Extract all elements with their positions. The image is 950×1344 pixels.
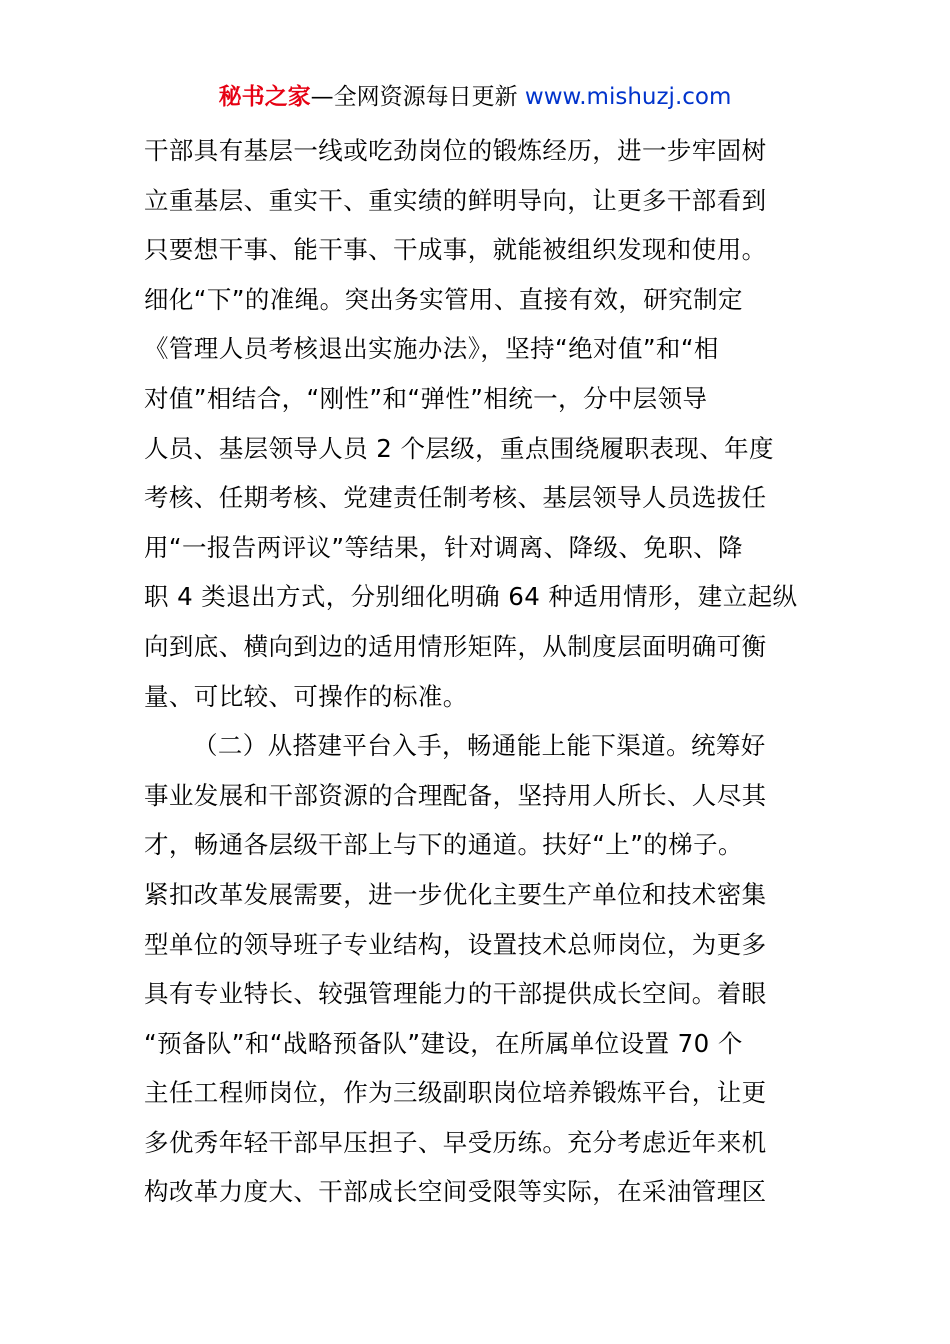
text-line: “预备队”和“战略预备队”建设，在所属单位设置 70 个 [144,1028,743,1058]
document-body [144,126,808,1217]
text-line: 多优秀年轻干部早压担子、早受历练。充分考虑近年来机 [144,1127,767,1157]
brand-name: 秘书之家 [218,84,311,110]
text-line: 事业发展和干部资源的合理配备，坚持用人所长、人尽其 [144,780,767,810]
text-line: 型单位的领导班子专业结构，设置技术总师岗位，为更多 [144,929,767,959]
text-line: 只要想干事、能干事、干成事，就能被组织发现和使用。 [144,235,767,265]
text-line: 考核、任期考核、党建责任制考核、基层领导人员选拔任 [144,483,767,513]
page-header [0,80,950,114]
text-line: 具有专业特长、较强管理能力的干部提供成长空间。着眼 [144,979,767,1009]
text-line: 量、可比较、可操作的标准。 [144,681,468,711]
text-line: 主任工程师岗位，作为三级副职岗位培养锻炼平台，让更 [144,1078,767,1108]
text-line: 细化“下”的准绳。突出务实管用、直接有效，研究制定 [144,284,743,314]
text-line: 职 4 类退出方式，分别细化明确 64 种适用情形，建立起纵 [144,582,798,612]
text-line: 向到底、横向到边的适用情形矩阵，从制度层面明确可衡 [144,631,767,661]
text-line: 立重基层、重实干、重实绩的鲜明导向，让更多干部看到 [144,185,767,215]
header-slogan: —全网资源每日更新 [310,84,518,110]
text-line: 紧扣改革发展需要，进一步优化主要生产单位和技术密集 [144,879,767,909]
text-line: 干部具有基层一线或吃劲岗位的锻炼经历，进一步牢固树 [144,136,767,165]
section-heading-line: （二）从搭建平台入手，畅通能上能下渠道。统筹好 [193,731,766,761]
text-line: 对值”相结合，“刚性”和“弹性”相统一，分中层领导 [144,383,708,413]
website-link[interactable]: www.mishuzj.com [524,84,732,110]
text-line: 构改革力度大、干部成长空间受限等实际，在采油管理区 [144,1177,767,1207]
text-line: 《管理人员考核退出实施办法》，坚持“绝对值”和“相 [144,334,719,364]
text-line: 人员、基层领导人员 2 个层级，重点围绕履职表现、年度 [144,433,774,463]
text-line: 才，畅通各层级干部上与下的通道。扶好“上”的梯子。 [144,830,743,860]
text-line: 用“一报告两评议”等结果，针对调离、降级、免职、降 [144,532,743,562]
